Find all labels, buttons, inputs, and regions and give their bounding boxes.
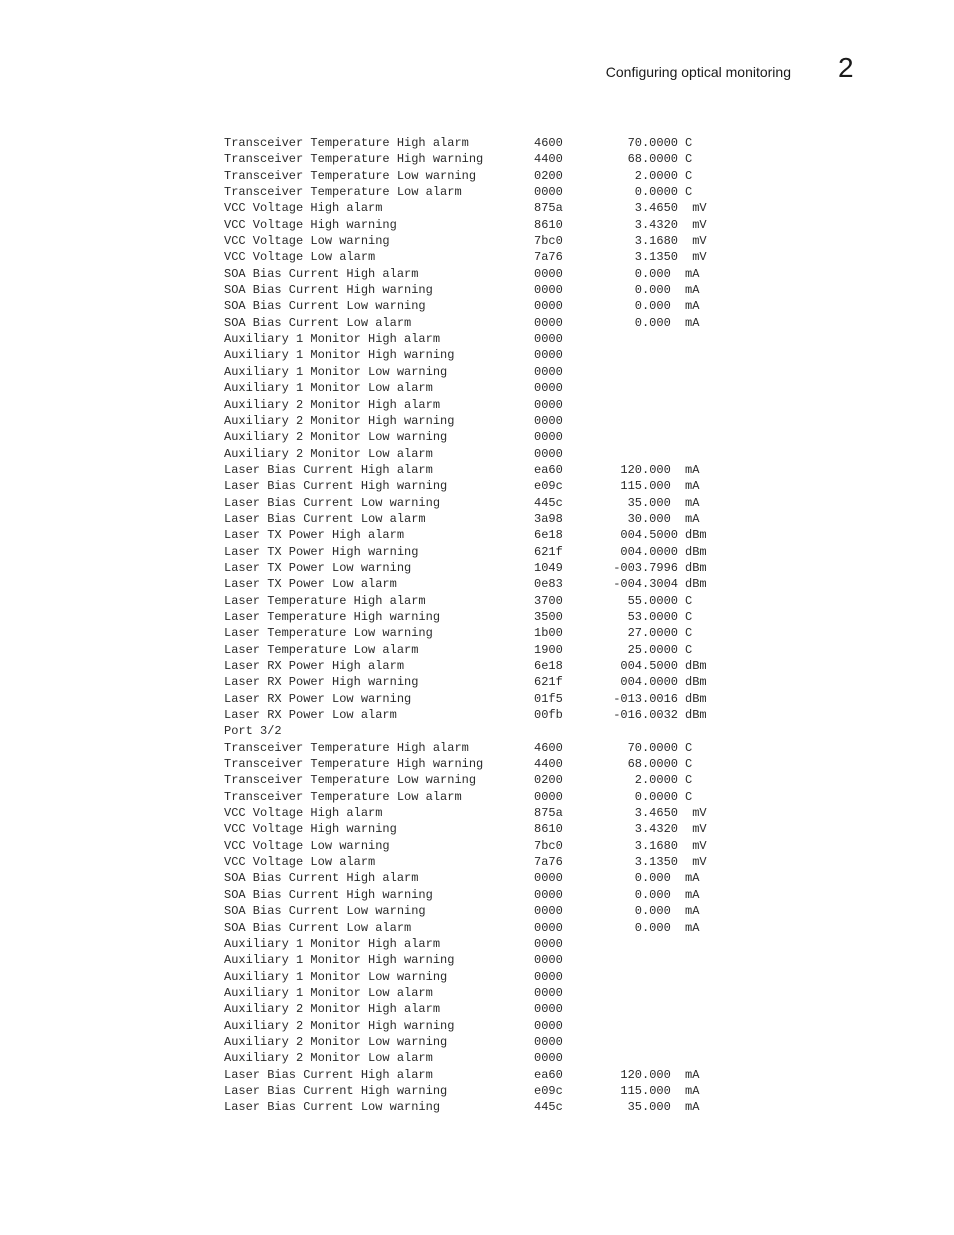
raw-hex-value: 0000	[534, 299, 563, 314]
parameter-name: Auxiliary 2 Monitor High warning	[224, 1018, 455, 1033]
converted-value: 0.000	[634, 920, 678, 935]
parameter-name: SOA Bias Current High warning	[224, 283, 433, 298]
raw-hex-value: 0000	[534, 413, 563, 428]
parameter-name: Auxiliary 1 Monitor High warning	[224, 953, 455, 968]
value-unit: dBm	[685, 577, 707, 592]
parameter-name: Laser Bias Current Low warning	[224, 1100, 441, 1115]
converted-value: 35.000	[627, 495, 678, 510]
value-unit: mV	[685, 822, 707, 837]
parameter-name: Laser Temperature Low warning	[224, 626, 433, 641]
converted-value: -004.3004	[613, 577, 678, 592]
value-unit: mV	[685, 250, 707, 265]
value-unit: mV	[685, 806, 707, 821]
raw-hex-value: 621f	[534, 544, 563, 559]
parameter-name: Auxiliary 1 Monitor High warning	[224, 348, 455, 363]
raw-hex-value: 00fb	[534, 708, 563, 723]
raw-hex-value: 875a	[534, 806, 563, 821]
value-unit: mA	[685, 479, 700, 494]
value-unit: mA	[685, 315, 700, 330]
parameter-name: Laser Temperature High alarm	[224, 593, 426, 608]
converted-value: -003.7996	[613, 560, 678, 575]
parameter-name: SOA Bias Current High alarm	[224, 871, 419, 886]
parameter-name: VCC Voltage High alarm	[224, 201, 383, 216]
parameter-name: Laser Bias Current High warning	[224, 479, 448, 494]
converted-value: 3.4650	[634, 806, 678, 821]
value-unit: C	[685, 593, 693, 608]
value-unit: mA	[685, 462, 700, 477]
value-unit: C	[685, 185, 693, 200]
converted-value: 3.1680	[634, 234, 678, 249]
value-unit: dBm	[685, 675, 707, 690]
parameter-name: Laser TX Power Low alarm	[224, 577, 397, 592]
value-unit: C	[685, 152, 693, 167]
parameter-name: Auxiliary 1 Monitor Low warning	[224, 969, 448, 984]
converted-value: 0.000	[634, 904, 678, 919]
raw-hex-value: 621f	[534, 675, 563, 690]
parameter-name: Auxiliary 1 Monitor Low alarm	[224, 381, 433, 396]
value-unit: C	[685, 757, 693, 772]
raw-hex-value: 0000	[534, 315, 563, 330]
value-unit: mA	[685, 1083, 700, 1098]
value-unit: dBm	[685, 659, 707, 673]
raw-hex-value: 0000	[534, 185, 563, 200]
converted-value: 120.000	[620, 462, 678, 477]
parameter-name: VCC Voltage High warning	[224, 217, 397, 232]
converted-value: 0.000	[634, 887, 678, 902]
raw-hex-value: 0000	[534, 887, 563, 902]
parameter-name: Laser TX Power Low warning	[224, 560, 412, 575]
parameter-name: SOA Bias Current Low alarm	[224, 315, 412, 330]
parameter-name: Auxiliary 2 Monitor High alarm	[224, 397, 441, 412]
parameter-name: Auxiliary 2 Monitor Low alarm	[224, 1051, 433, 1066]
parameter-name: Laser TX Power High alarm	[224, 528, 405, 543]
parameter-name: Laser RX Power Low warning	[224, 691, 412, 706]
value-unit: mA	[685, 904, 700, 919]
value-unit: mA	[685, 1067, 700, 1082]
converted-value: -013.0016	[613, 691, 678, 706]
raw-hex-value: 875a	[534, 201, 563, 216]
converted-value: 25.0000	[627, 642, 678, 657]
converted-value: 0.000	[634, 871, 678, 886]
parameter-name: Auxiliary 1 Monitor High alarm	[224, 332, 441, 347]
converted-value: 30.000	[627, 511, 678, 526]
raw-hex-value: 0000	[534, 969, 563, 984]
parameter-name: Transceiver Temperature Low warning	[224, 168, 477, 183]
parameter-name: Auxiliary 2 Monitor High alarm	[224, 1002, 441, 1017]
parameter-name: Auxiliary 2 Monitor Low alarm	[224, 446, 433, 461]
converted-value: 0.000	[634, 299, 678, 314]
value-unit: C	[685, 609, 693, 624]
raw-hex-value: 0000	[534, 1002, 563, 1017]
raw-hex-value: 4400	[534, 757, 563, 772]
raw-hex-value: 445c	[534, 495, 563, 510]
raw-hex-value: 8610	[534, 217, 563, 232]
value-unit: mV	[685, 201, 707, 216]
converted-value: 004.5000	[620, 528, 678, 543]
parameter-name: Laser Temperature High warning	[224, 609, 441, 624]
value-unit: dBm	[685, 691, 707, 706]
parameter-name: Auxiliary 1 Monitor Low alarm	[224, 985, 433, 1000]
converted-value: 3.1680	[634, 838, 678, 853]
value-unit: mV	[685, 234, 707, 249]
raw-hex-value: 3500	[534, 609, 563, 624]
parameter-name: Transceiver Temperature High alarm	[224, 136, 469, 150]
raw-hex-value: 4600	[534, 136, 563, 150]
parameter-name: Transceiver Temperature High warning	[224, 152, 484, 167]
raw-hex-value: 1900	[534, 642, 563, 657]
parameter-name: VCC Voltage Low warning	[224, 838, 390, 853]
converted-value: 3.1350	[634, 250, 678, 265]
raw-hex-value: 0000	[534, 381, 563, 396]
parameter-name: Transceiver Temperature High warning	[224, 757, 484, 772]
parameter-name: Laser Bias Current Low alarm	[224, 511, 426, 526]
parameter-name: VCC Voltage High alarm	[224, 806, 383, 821]
raw-hex-value: ea60	[534, 462, 563, 477]
raw-hex-value: 0000	[534, 446, 563, 461]
raw-hex-value: 4600	[534, 740, 563, 755]
parameter-name: Laser Bias Current High alarm	[224, 1067, 433, 1082]
converted-value: 3.1350	[634, 855, 678, 870]
value-unit: mA	[685, 299, 700, 314]
value-unit: mA	[685, 495, 700, 510]
converted-value: 68.0000	[627, 757, 678, 772]
converted-value: 55.0000	[627, 593, 678, 608]
value-unit: C	[685, 626, 693, 641]
value-unit: mA	[685, 283, 700, 298]
parameter-name: SOA Bias Current Low alarm	[224, 920, 412, 935]
raw-hex-value: 0000	[534, 920, 563, 935]
parameter-name: Laser RX Power Low alarm	[224, 708, 397, 723]
raw-hex-value: 445c	[534, 1100, 563, 1115]
parameter-name: Auxiliary 1 Monitor High alarm	[224, 936, 441, 951]
value-unit: mA	[685, 920, 700, 935]
value-unit: dBm	[685, 560, 707, 575]
converted-value: 2.0000	[634, 168, 678, 183]
value-unit: mA	[685, 887, 700, 902]
value-unit: C	[685, 740, 693, 755]
raw-hex-value: 7a76	[534, 250, 563, 265]
converted-value: 35.000	[627, 1100, 678, 1115]
value-unit: dBm	[685, 544, 707, 559]
value-unit: C	[685, 642, 693, 657]
converted-value: 68.0000	[627, 152, 678, 167]
raw-hex-value: 0000	[534, 348, 563, 363]
parameter-name: Auxiliary 2 Monitor Low warning	[224, 1034, 448, 1049]
raw-hex-value: 6e18	[534, 659, 563, 673]
raw-hex-value: 01f5	[534, 691, 563, 706]
raw-hex-value: 7bc0	[534, 234, 563, 249]
value-unit: mA	[685, 511, 700, 526]
value-unit: mA	[685, 1100, 700, 1115]
converted-value: 70.0000	[627, 740, 678, 755]
converted-value: 115.000	[620, 479, 678, 494]
parameter-name: SOA Bias Current Low warning	[224, 904, 426, 919]
value-unit: dBm	[685, 528, 707, 543]
converted-value: 53.0000	[627, 609, 678, 624]
raw-hex-value: ea60	[534, 1067, 563, 1082]
raw-hex-value: 0000	[534, 871, 563, 886]
parameter-name: Transceiver Temperature High alarm	[224, 740, 469, 755]
converted-value: 0.000	[634, 315, 678, 330]
converted-value: 0.0000	[634, 789, 678, 804]
parameter-name: SOA Bias Current High warning	[224, 887, 433, 902]
parameter-name: Auxiliary 2 Monitor High warning	[224, 413, 455, 428]
parameter-name: Transceiver Temperature Low warning	[224, 773, 477, 788]
converted-value: 0.000	[634, 283, 678, 298]
parameter-name: VCC Voltage High warning	[224, 822, 397, 837]
raw-hex-value: 0000	[534, 397, 563, 412]
value-unit: dBm	[685, 708, 707, 723]
converted-value: 70.0000	[627, 136, 678, 150]
parameter-name: Laser Bias Current High alarm	[224, 462, 433, 477]
converted-value: 2.0000	[634, 773, 678, 788]
raw-hex-value: 0000	[534, 985, 563, 1000]
converted-value: 120.000	[620, 1067, 678, 1082]
raw-hex-value: 7a76	[534, 855, 563, 870]
raw-hex-value: 1b00	[534, 626, 563, 641]
raw-hex-value: 0200	[534, 773, 563, 788]
parameter-name: Laser Temperature Low alarm	[224, 642, 419, 657]
parameter-name: Transceiver Temperature Low alarm	[224, 789, 462, 804]
raw-hex-value: 0e83	[534, 577, 563, 592]
value-unit: C	[685, 168, 693, 183]
raw-hex-value: 0000	[534, 936, 563, 951]
value-unit: mA	[685, 266, 700, 281]
raw-hex-value: 6e18	[534, 528, 563, 543]
raw-hex-value: 0000	[534, 904, 563, 919]
parameter-name: Auxiliary 2 Monitor Low warning	[224, 430, 448, 445]
raw-hex-value: 4400	[534, 152, 563, 167]
raw-hex-value: 0000	[534, 266, 563, 281]
converted-value: 3.4320	[634, 217, 678, 232]
converted-value: -016.0032	[613, 708, 678, 723]
raw-hex-value: 7bc0	[534, 838, 563, 853]
parameter-name: VCC Voltage Low alarm	[224, 250, 376, 265]
parameter-name: Laser Bias Current Low warning	[224, 495, 441, 510]
value-unit: mV	[685, 838, 707, 853]
page-header-title: Configuring optical monitoring	[605, 64, 791, 80]
raw-hex-value: 3700	[534, 593, 563, 608]
value-unit: C	[685, 789, 693, 804]
raw-hex-value: 1049	[534, 560, 563, 575]
parameter-name: Laser RX Power High warning	[224, 675, 419, 690]
parameter-name: Transceiver Temperature Low alarm	[224, 185, 462, 200]
parameter-name: VCC Voltage Low warning	[224, 234, 390, 249]
converted-value: 004.0000	[620, 675, 678, 690]
value-unit: mV	[685, 217, 707, 232]
raw-hex-value: 0000	[534, 364, 563, 379]
parameter-name: Auxiliary 1 Monitor Low warning	[224, 364, 448, 379]
raw-hex-value: 0000	[534, 1034, 563, 1049]
parameter-name: SOA Bias Current High alarm	[224, 266, 419, 281]
parameter-name: Port 3/2	[224, 724, 282, 739]
parameter-name: Laser Bias Current High warning	[224, 1083, 448, 1098]
converted-value: 27.0000	[627, 626, 678, 641]
raw-hex-value: e09c	[534, 479, 563, 494]
raw-hex-value: 0000	[534, 430, 563, 445]
converted-value: 3.4650	[634, 201, 678, 216]
parameter-name: Laser RX Power High alarm	[224, 659, 405, 673]
value-unit: C	[685, 773, 693, 788]
parameter-name: VCC Voltage Low alarm	[224, 855, 376, 870]
value-unit: C	[685, 136, 693, 150]
raw-hex-value: 0000	[534, 283, 563, 298]
converted-value: 0.000	[634, 266, 678, 281]
raw-hex-value: e09c	[534, 1083, 563, 1098]
raw-hex-value: 0000	[534, 953, 563, 968]
value-unit: mV	[685, 855, 707, 870]
raw-hex-value: 0000	[534, 332, 563, 347]
converted-value: 0.0000	[634, 185, 678, 200]
converted-value: 004.0000	[620, 544, 678, 559]
converted-value: 3.4320	[634, 822, 678, 837]
parameter-name: Laser TX Power High warning	[224, 544, 419, 559]
converted-value: 115.000	[620, 1083, 678, 1098]
raw-hex-value: 8610	[534, 822, 563, 837]
parameter-name: SOA Bias Current Low warning	[224, 299, 426, 314]
raw-hex-value: 0000	[534, 1051, 563, 1066]
raw-hex-value: 0000	[534, 789, 563, 804]
value-unit: mA	[685, 871, 700, 886]
raw-hex-value: 0200	[534, 168, 563, 183]
raw-hex-value: 3a98	[534, 511, 563, 526]
chapter-number: 2	[838, 52, 854, 83]
converted-value: 004.5000	[620, 659, 678, 673]
raw-hex-value: 0000	[534, 1018, 563, 1033]
